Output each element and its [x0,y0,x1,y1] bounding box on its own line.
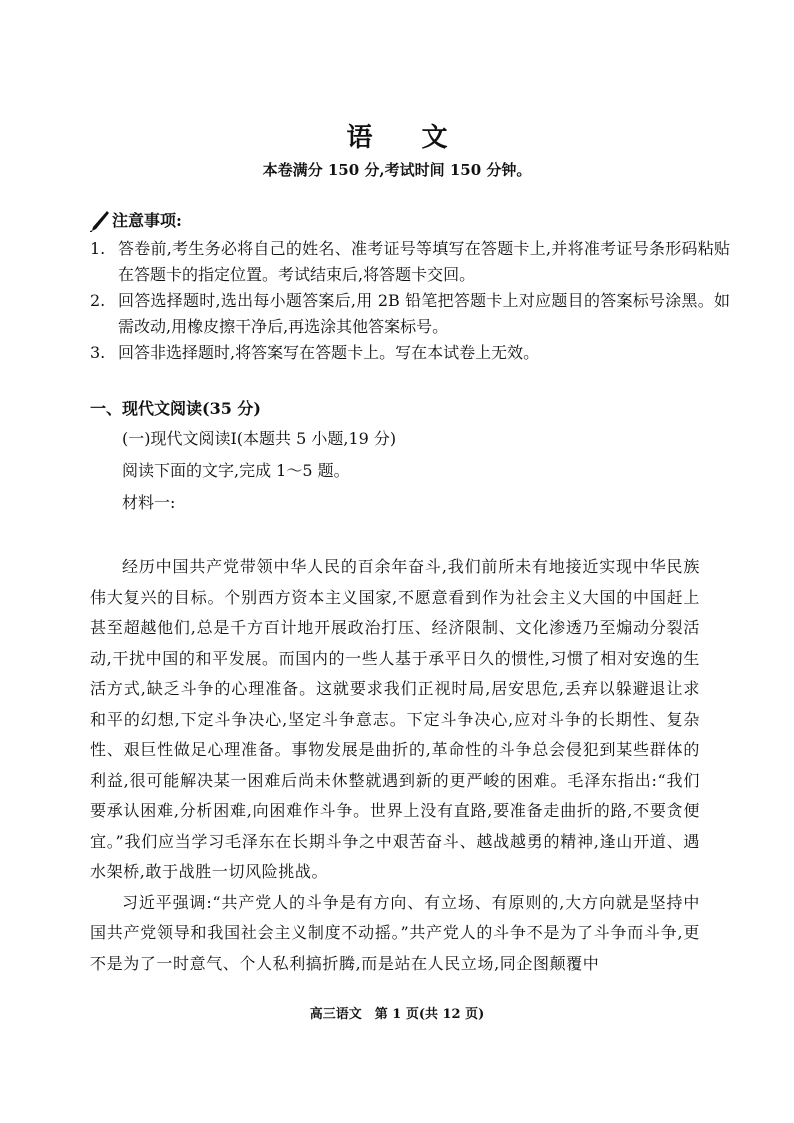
notice-heading-text: 注意事项: [112,211,182,230]
notice-number: 3. [90,343,106,362]
notice-number: 2. [90,291,106,310]
material-text [90,552,700,979]
notice-heading [90,210,182,232]
notice-item-1 [90,236,730,288]
pen-icon [90,210,110,232]
notice-text: 回答非选择题时,将答案写在答题卡上。写在本试卷上无效。 [118,343,540,362]
material-label: 材料一: [122,493,176,512]
page-footer: 高三语文 第 1 页(共 12 页) [309,1007,485,1022]
notice-item-3 [90,340,730,366]
sub-section-heading: (一)现代文阅读Ⅰ(本题共 5 小题,19 分) [122,429,397,448]
notice-text: 回答选择题时,选出每小题答案后,用 2B 铅笔把答题卡上对应题目的答案标号涂黑。如需改动,用橡皮擦干净后,再选涂其他答案标号。 [118,291,730,336]
exam-subtitle: 本卷满分 150 分,考试时间 150 分钟。 [262,161,532,179]
page-title: 语 文 [346,123,468,153]
reading-instruction: 阅读下面的文字,完成 1～5 题。 [122,461,350,480]
notice-list [90,236,730,366]
paragraph: 经历中国共产党带领中华人民的百余年奋斗,我们前所未有地接近实现中华民族伟大复兴的目标。个别西方资本主义国家,不愿意看到作为社会主义大国的中国赶上甚至超越他们,总是千方百计地开展政治打压、经济限制、文化渗透乃至煽动分裂活动,干扰中国的和平发展。而国内的一些人基于承平日久的惯性,习惯了相对安逸的生活方式,缺乏斗争的心理准备。这就要求我们正视时局,居安思危,丢弃以躲避退让求和平的幻想,下定斗争决心,坚定斗争意志。下定斗争决心,应对斗争的长期性、复杂性、艰巨性做足心理准备。事物发展是曲折的,革命性的斗争总会侵犯到某些群体的利益,很可能解决某一困难后尚未休整就遇到新的更严峻的困难。毛泽东指出:“我们要承认困难,分析困难,向困难作斗争。世界上没有直路,要准备走曲折的路,不要贪便宜。”我们应当学习毛泽东在长期斗争之中艰苦奋斗、越战越勇的精神,逢山开道、遇水架桥,敢于战胜一切风险挑战。 [90,557,700,881]
notice-item-2 [90,288,730,340]
notice-text: 答卷前,考生务必将自己的姓名、准考证号等填写在答题卡上,并将准考证号条形码粘贴在答题卡的指定位置。考试结束后,将答题卡交回。 [118,239,730,284]
notice-number: 1. [90,239,106,258]
paragraph: 习近平强调:“共产党人的斗争是有方向、有立场、有原则的,大方向就是坚持中国共产党领导和我国社会主义制度不动摇。”共产党人的斗争不是为了斗争而斗争,更不是为了一时意气、个人私利搞折腾,而是站在人民立场,同企图颠覆中 [90,892,700,973]
section-heading: 一、现代文阅读(35 分) [90,399,261,418]
